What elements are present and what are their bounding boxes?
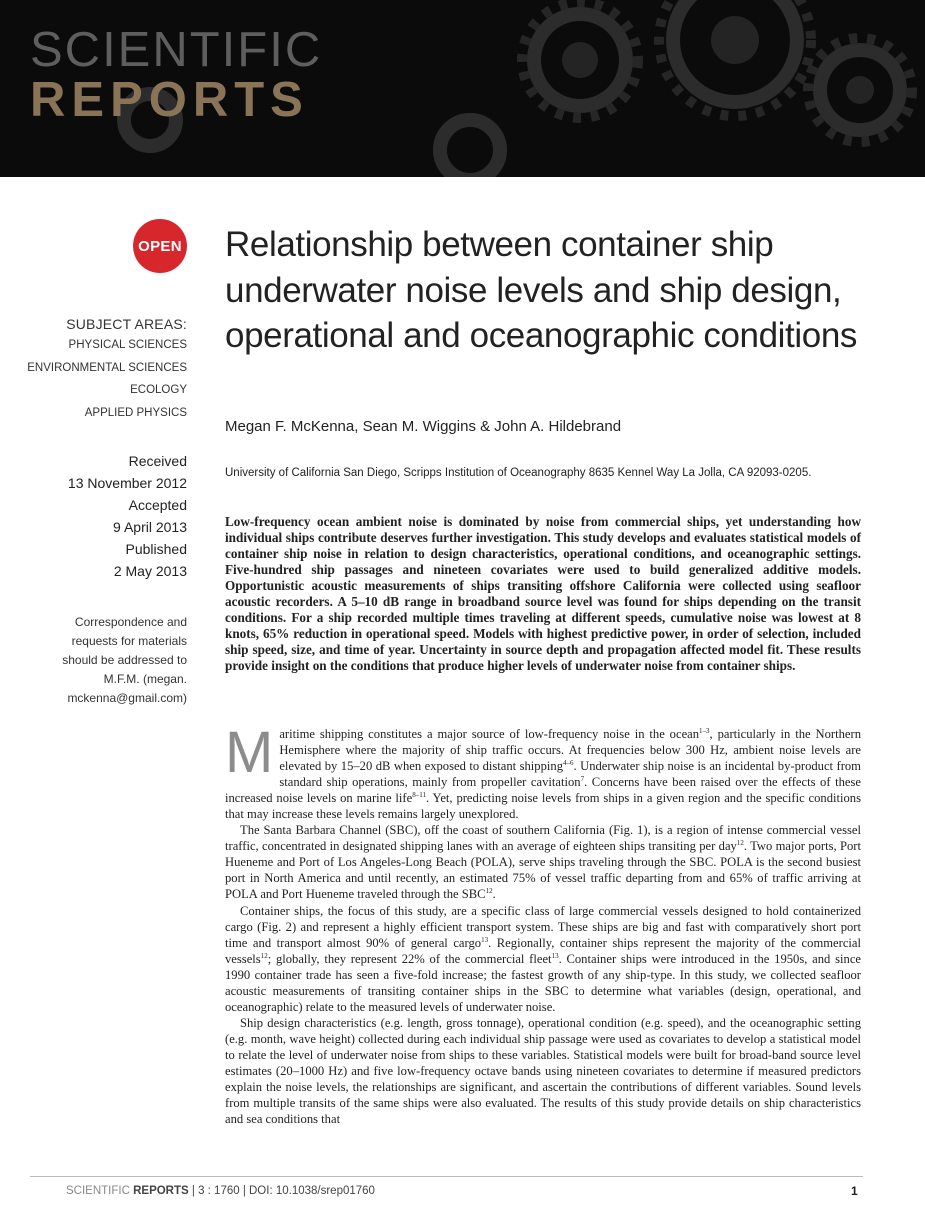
published-label: Published bbox=[125, 541, 187, 557]
subject-area-item[interactable]: APPLIED PHYSICS bbox=[84, 406, 187, 419]
article-abstract: Low-frequency ocean ambient noise is dominated by noise from commercial ships, yet understanding how individual ships contribute deserves further investigation. This study develops and evaluates statistical models of container ship noise in relation to design characteristics, operational conditions, and oceanographic settings. Five-hundred ship passages and nineteen covariates were used to build generalized additive models. Opportunistic acoustic measurements of ships transiting offshore California were collected using seafloor acoustic recorders. A 5–10 dB range in broadband source level was found for ships depending on the transit conditions. For a ship recorded multiple times traveling at different speeds, cumulative noise was lowest at 8 knots, 65% reduction in operational speed. Models with highest predictive power, in order of selection, included ship speed, size, and time of year. Uncertainty in source depth and propagation affected model fit. These results provide insight on the conditions that produce higher levels of underwater noise from container ships. bbox=[225, 514, 861, 673]
subject-area-item[interactable]: ENVIRONMENTAL SCIENCES bbox=[27, 361, 187, 374]
footer-divider bbox=[30, 1176, 863, 1177]
citation-ref[interactable]: 13 bbox=[481, 935, 489, 944]
citation-ref[interactable]: 7 bbox=[580, 774, 585, 783]
subject-area-item[interactable]: ECOLOGY bbox=[130, 384, 187, 396]
received-label: Received bbox=[128, 453, 187, 469]
footer-citation: SCIENTIFIC REPORTS | 3 : 1760 | DOI: 10.1038/srep01760 bbox=[66, 1185, 375, 1197]
body-paragraph: Maritime shipping constitutes a major source of low-frequency noise in the ocean$^{1-3}$, particularly in the Northern Hemisphere where the majority of ship traffic occurs. At frequencies below 300 Hz, ambient noise levels are elevated by 15–20 dB when exposed to distant shipping$^{4-6}$. Underwater ship noise is an incidental by-product from standard ship operations, mainly from propeller cavitation$^7$. Concerns have been raised over the effects of these increased noise levels on marine life$^{8-11}$. Yet, predicting noise levels from ships in a given region and the specific conditions that may increase these levels remains largely unexplored. bbox=[225, 720, 861, 822]
drop-cap: M bbox=[225, 720, 274, 785]
logo-reports: REPORTS bbox=[30, 73, 309, 127]
journal-banner bbox=[0, 0, 925, 177]
page-number: 1 bbox=[851, 1184, 858, 1198]
received-date: 13 November 2012 bbox=[67, 474, 187, 491]
citation-ref[interactable]: 13 bbox=[551, 951, 559, 960]
correspondence-note bbox=[62, 613, 187, 708]
correspondence-line: requests for materials bbox=[71, 634, 187, 648]
article-authors: Megan F. McKenna, Sean M. Wiggins & John A. Hildebrand bbox=[225, 418, 622, 435]
article-dates bbox=[68, 451, 187, 582]
article-affiliation: University of California San Diego, Scripps Institution of Oceanography 8635 Kennel Way La Jolla, CA 92093-0205. bbox=[225, 467, 812, 479]
citation-ref[interactable]: 12 bbox=[736, 839, 744, 848]
citation-ref[interactable]: 4–6 bbox=[563, 758, 574, 767]
accepted-date: 9 April 2013 bbox=[113, 518, 187, 535]
correspondence-email[interactable]: mckenna@gmail.com) bbox=[67, 691, 187, 705]
correspondence-line: should be addressed to bbox=[62, 653, 187, 667]
subject-areas-title: SUBJECT AREAS: bbox=[66, 316, 187, 332]
article-title: Relationship between container ship underwater noise levels and ship design, operational and oceanographic conditions bbox=[225, 225, 857, 355]
body-paragraph: Ship design characteristics (e.g. length, gross tonnage), operational condition (e.g. speed), and the oceanographic setting (e.g. month, wave height) collected during each individual ship passage were used as covariates to develop a statistical model to relate the level of underwater noise from ships to these variables. Statistical models were built for broad-band source level estimates (20–1000 Hz) and five low-frequency octave bands using nineteen covariates to determine if measured predictors explain the noise levels, the relationships are significant, and ascertain the contributions of different variables. Sound levels from multiple transits of the same ships were also evaluated. The results of this study provide details on ship characteristics and sea conditions that bbox=[225, 1015, 861, 1127]
article-body bbox=[225, 720, 861, 1127]
subject-areas-list bbox=[27, 334, 187, 424]
body-paragraph: Container ships, the focus of this study, are a specific class of large commercial vessels designed to hold containerized cargo (Fig. 2) and represent a highly efficient transport system. These ships are big and fast with comparatively short port time and transport almost 90% of general cargo$^{13}$. Regionally, container ships represent the majority of the commercial vessels$^{12}$; globally, they represent 22% of the commercial fleet$^{13}$. Container ships were introduced in the 1950s, and since 1990 container trade has seen a five-fold increase; the fastest growth of any ship-type. In this study, we collected seafloor acoustic measurements of transiting container ships in the SBC to determine what variables (design, operational, and oceanographic) relate to the measured levels of underwater noise. bbox=[225, 903, 861, 1014]
citation-ref[interactable]: 8–11 bbox=[412, 791, 426, 799]
correspondence-line: M.F.M. (megan. bbox=[103, 672, 187, 686]
subject-area-item[interactable]: PHYSICAL SCIENCES bbox=[68, 339, 187, 351]
body-paragraph: The Santa Barbara Channel (SBC), off the coast of southern California (Fig. 1), is a region of intense commercial vessel traffic, concentrated in designated shipping lanes with an average of eighteen ships transiting per day$^{12}$. Two major ports, Port Hueneme and Port of Los Angeles-Long Beach (POLA), serve ships traveling through the SBC. POLA is the second busiest port in North America and until recently, an estimated 75% of vessel traffic departing from and 65% of traffic arriving at POLA and Port Hueneme traveled through the SBC$^{12}$. bbox=[225, 823, 861, 902]
open-access-badge: OPEN bbox=[133, 219, 187, 273]
correspondence-line: Correspondence and bbox=[74, 615, 187, 629]
logo-scientific: SCIENTIFIC bbox=[30, 23, 323, 77]
citation-ref[interactable]: 12 bbox=[260, 951, 268, 960]
citation-ref[interactable]: 1–3 bbox=[699, 726, 710, 735]
accepted-label: Accepted bbox=[128, 497, 187, 513]
citation-ref[interactable]: 12 bbox=[485, 887, 493, 896]
published-date: 2 May 2013 bbox=[113, 562, 187, 579]
